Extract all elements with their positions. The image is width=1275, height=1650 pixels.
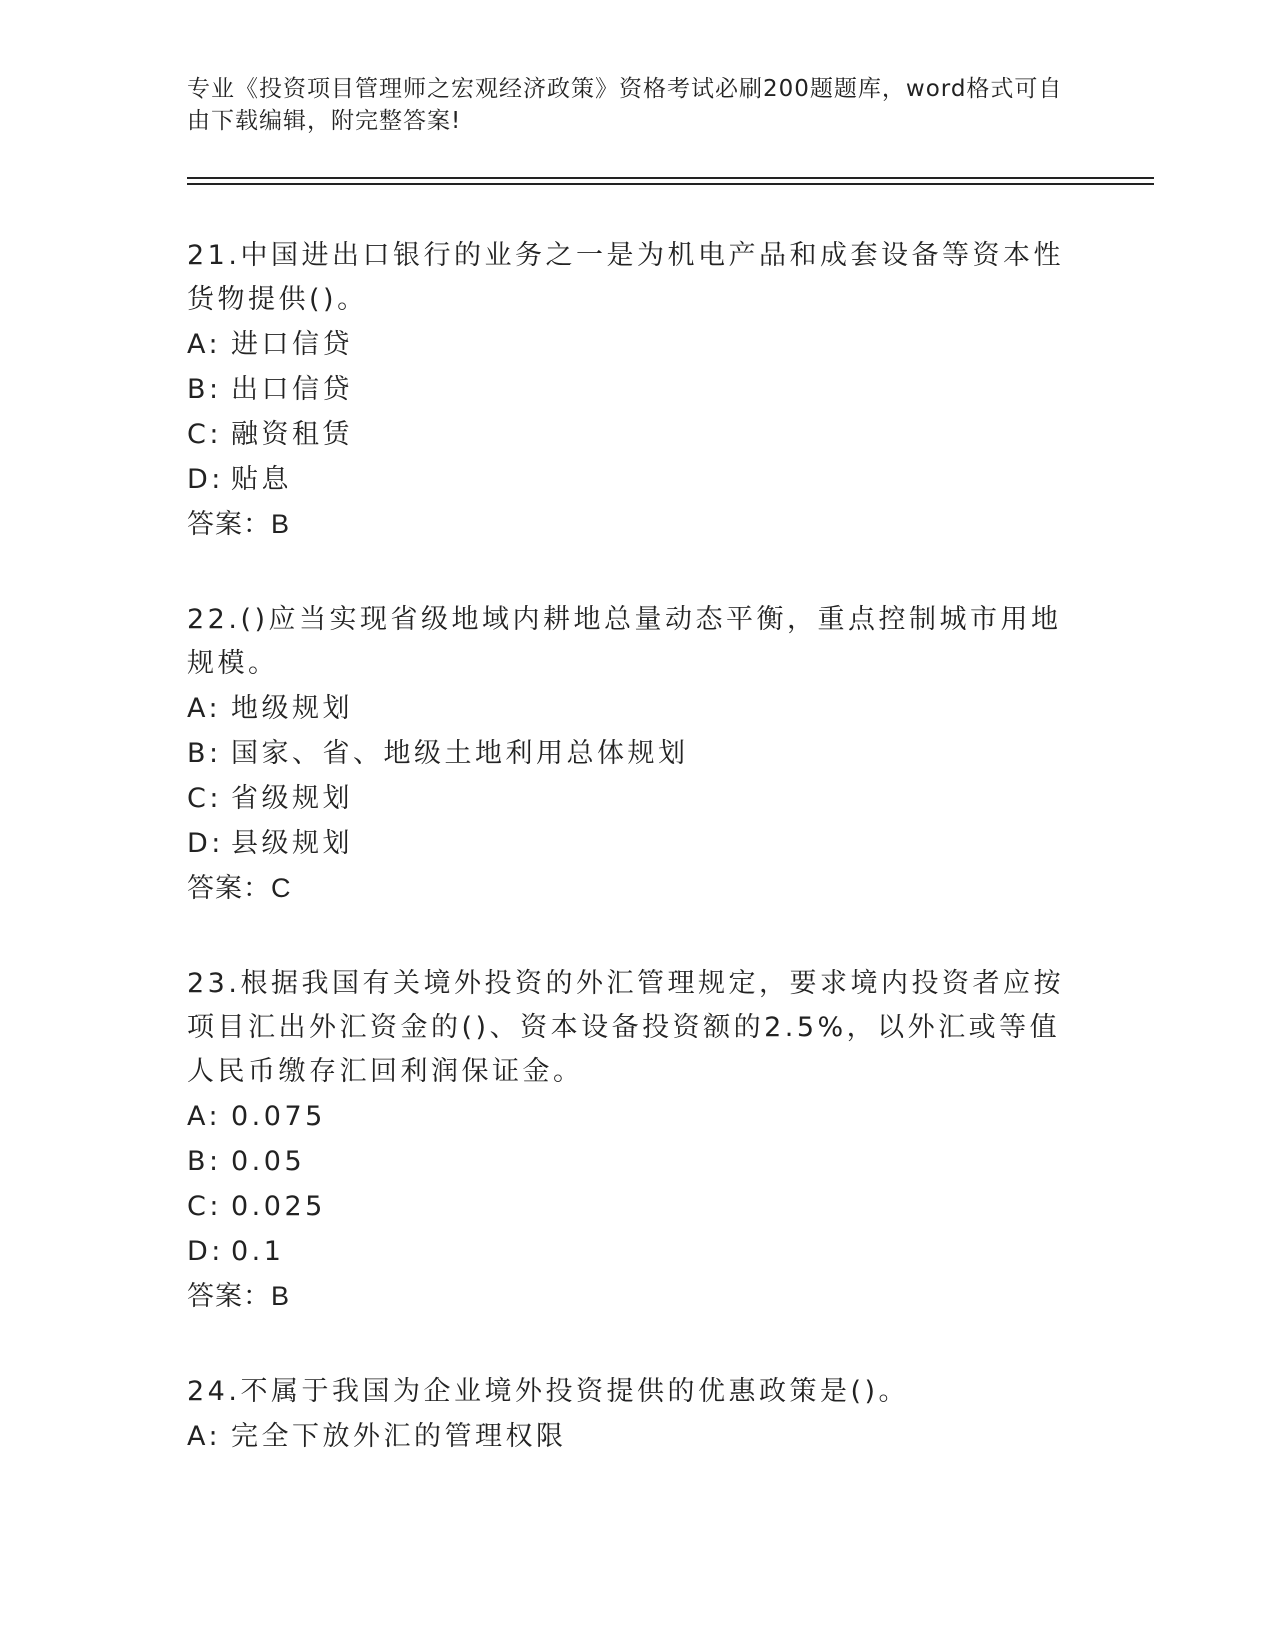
- option-text: 0.075: [231, 1101, 326, 1132]
- option-text: 完全下放外汇的管理权限: [231, 1421, 567, 1452]
- option-key: A:: [187, 329, 222, 360]
- option-key: B:: [187, 374, 222, 405]
- option-text: 进口信贷: [231, 329, 353, 360]
- option-key: D:: [187, 1236, 224, 1267]
- option-key: B:: [187, 738, 222, 769]
- question-stem: 22.()应当实现省级地域内耕地总量动态平衡，重点控制城市用地规模。: [187, 604, 1062, 679]
- option-b: [187, 367, 1077, 412]
- option-text: 出口信贷: [231, 374, 353, 405]
- option-b: [187, 731, 1077, 776]
- answer: 答案：B: [187, 1281, 291, 1311]
- question-24: [187, 1370, 1077, 1459]
- option-key: D:: [187, 828, 224, 859]
- option-key: B:: [187, 1146, 222, 1177]
- option-text: 国家、省、地级土地利用总体规划: [231, 738, 689, 769]
- question-22: [187, 598, 1077, 910]
- option-a: [187, 1414, 1077, 1459]
- header-divider-line: [187, 177, 1154, 179]
- option-d: [187, 1229, 1077, 1274]
- document-header: [187, 73, 1067, 137]
- option-key: A:: [187, 1421, 222, 1452]
- option-key: D:: [187, 464, 224, 495]
- question-stem: 21.中国进出口银行的业务之一是为机电产品和成套设备等资本性货物提供()。: [187, 240, 1064, 315]
- option-text: 省级规划: [231, 783, 353, 814]
- option-d: [187, 457, 1077, 502]
- option-a: [187, 1094, 1077, 1139]
- option-key: C:: [187, 419, 222, 450]
- option-c: [187, 776, 1077, 821]
- option-c: [187, 1184, 1077, 1229]
- option-key: A:: [187, 1101, 222, 1132]
- option-b: [187, 1139, 1077, 1184]
- option-c: [187, 412, 1077, 457]
- answer: 答案：C: [187, 873, 292, 903]
- option-text: 贴息: [231, 464, 292, 495]
- header-divider-line: [187, 183, 1154, 185]
- option-a: [187, 322, 1077, 367]
- question-23: [187, 962, 1077, 1318]
- answer: 答案：B: [187, 509, 291, 539]
- question-stem: 23.根据我国有关境外投资的外汇管理规定，要求境内投资者应按项目汇出外汇资金的()、资本设备投资额的2.5%，以外汇或等值人民币缴存汇回利润保证金。: [187, 968, 1064, 1087]
- option-a: [187, 686, 1077, 731]
- question-stem: 24.不属于我国为企业境外投资提供的优惠政策是()。: [187, 1376, 910, 1407]
- option-text: 0.05: [231, 1146, 306, 1177]
- option-text: 地级规划: [231, 693, 353, 724]
- document-title: 专业《投资项目管理师之宏观经济政策》资格考试必刷200题题库，word格式可自由下载编辑，附完整答案!: [187, 76, 1063, 134]
- option-key: A:: [187, 693, 222, 724]
- option-text: 县级规划: [231, 828, 353, 859]
- option-text: 0.1: [231, 1236, 285, 1267]
- option-key: C:: [187, 783, 222, 814]
- option-text: 融资租赁: [231, 419, 353, 450]
- option-d: [187, 821, 1077, 866]
- question-21: [187, 234, 1077, 546]
- option-key: C:: [187, 1191, 222, 1222]
- option-text: 0.025: [231, 1191, 326, 1222]
